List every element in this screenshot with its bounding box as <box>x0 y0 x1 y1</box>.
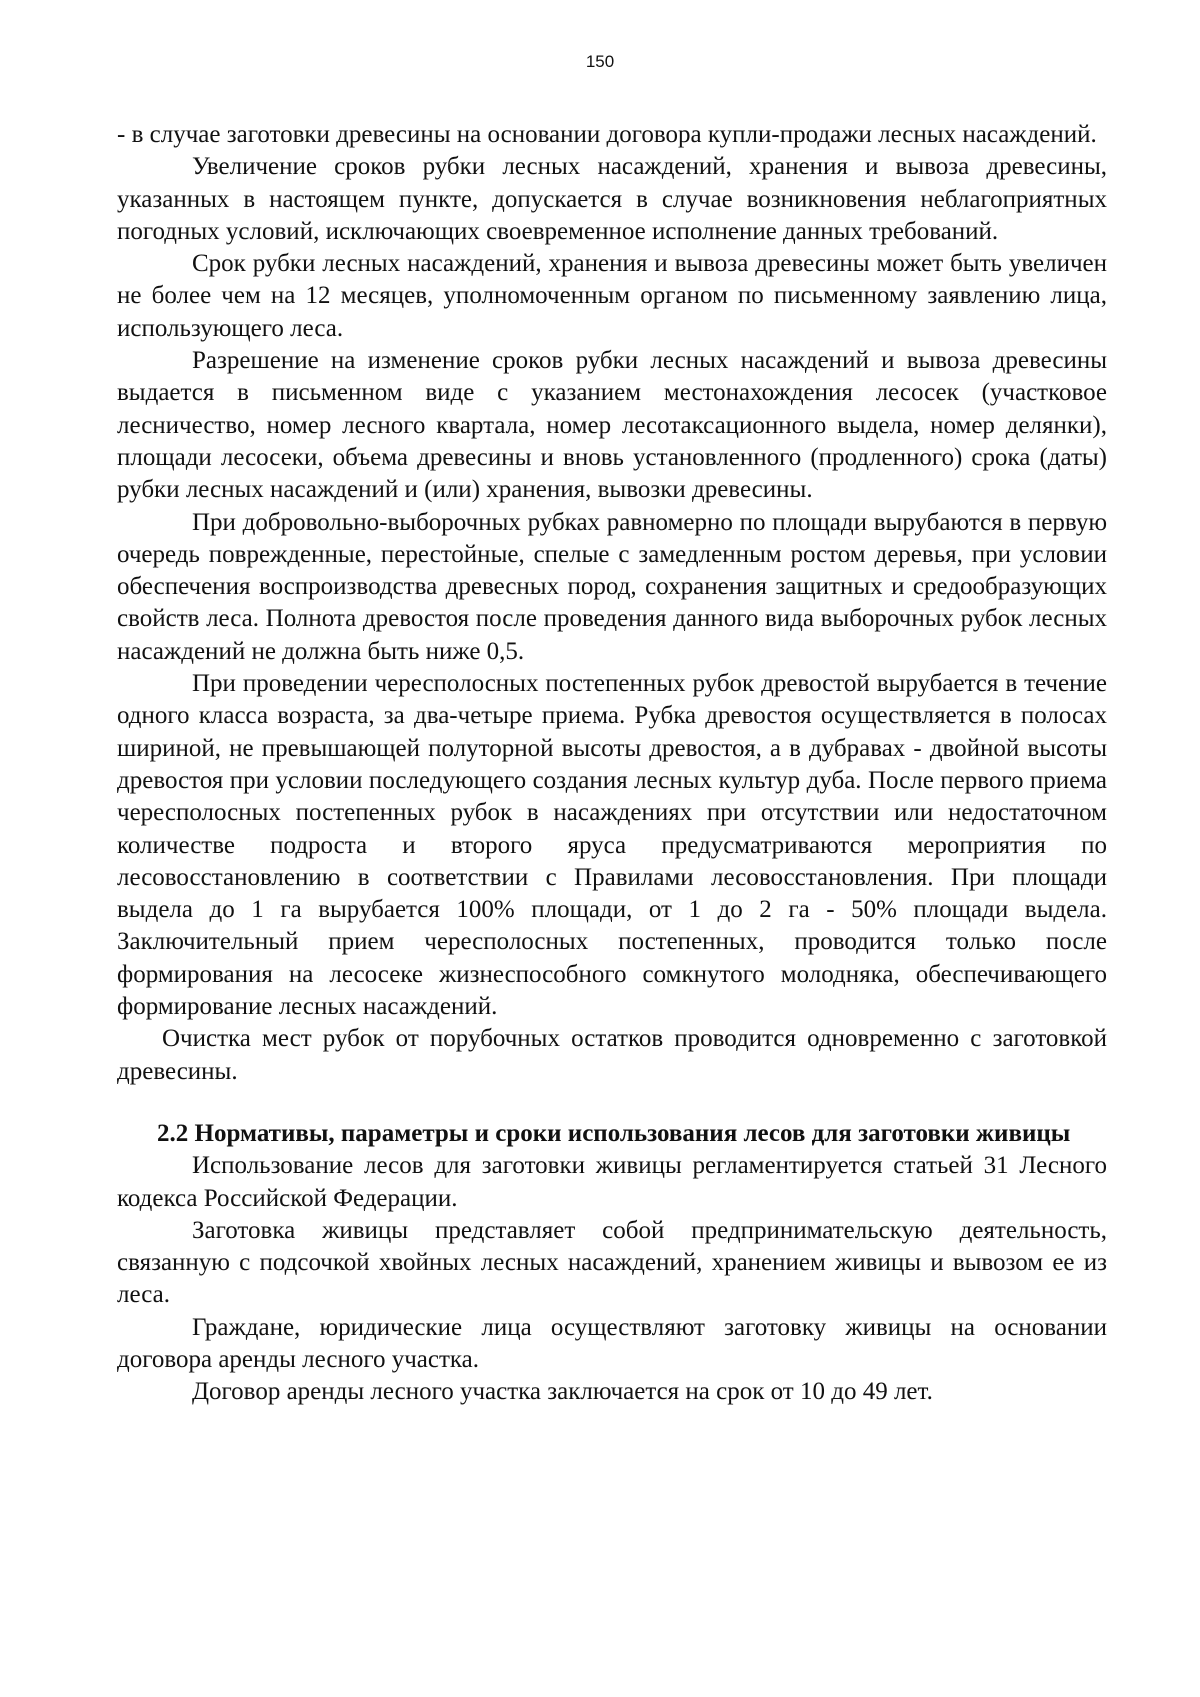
paragraph-site-cleaning: Очистка мест рубок от порубочных остатков проводится одновременно с заготовкой древесины. <box>117 1025 1107 1085</box>
paragraph-permission: Разрешение на изменение сроков рубки лесных насаждений и вывоза древесины выдается в письменном виде с указанием местонахождения лесосек (участковое лесничество, номер лесного квартала, номер лесотаксационного выдела, номер делянки), площади лесосеки, объема древесины и вновь установленного (продленного) срока (даты) рубки лесных насаждений и (или) хранения, вывозки древесины. <box>117 347 1107 504</box>
paragraph-resin-regulation: Использование лесов для заготовки живицы регламентируется статьей 31 Лесного кодекса Российской Федерации. <box>117 1152 1107 1212</box>
paragraph-resin-parties: Граждане, юридические лица осуществляют заготовку живицы на основании договора аренды лесного участка. <box>117 1313 1107 1373</box>
paragraph-strip-felling: При проведении чересполосных постепенных рубок древостой вырубается в течение одного класса возраста, за два-четыре приема. Рубка древостоя осуществляется в полосах шириной, не превышающей полуторной высоты древостоя, а в дубравах - двойной высоты древостоя при условии последующего создания лесных культур дуба. После первого приема чересполосных постепенных рубок в насаждениях при отсутствии или недостаточном количестве подроста и второго яруса предусматриваются мероприятия по лесовосстановлению в соответствии с Правилами лесовосстановления. При площади выдела до 1 га вырубается 100% площади, от 1 до 2 га - 50% площади выдела. Заключительный прием чересполосных постепенных, проводится только после формирования на лесосеке жизнеспособного сомкнутого молодняка, обеспечивающего формирование лесных насаждений. <box>117 670 1107 1021</box>
paragraph-contract-sale: - в случае заготовки древесины на основании договора купли-продажи лесных насаждений. <box>117 121 1097 148</box>
paragraph-extension-limit: Срок рубки лесных насаждений, хранения и вывоза древесины может быть увеличен не более чем на 12 месяцев, уполномоченным органом по письменному заявлению лица, использующего леса. <box>117 250 1107 342</box>
paragraph-resin-definition: Заготовка живицы представляет собой предпринимательскую деятельность, связанную с подсочкой хвойных лесных насаждений, хранением живицы и вывозом ее из леса. <box>117 1216 1107 1309</box>
document-body <box>117 119 1107 1409</box>
paragraph-lease-term: Договор аренды лесного участка заключается на срок от 10 до 49 лет. <box>192 1378 933 1406</box>
section-heading: 2.2 Нормативы, параметры и сроки использования лесов для заготовки живицы <box>157 1119 1071 1147</box>
paragraph-term-extension: Увеличение сроков рубки лесных насаждений, хранения и вывоза древесины, указанных в настоящем пункте, допускается в случае возникновения неблагоприятных погодных условий, исключающих своевременное исполнение данных требований. <box>117 153 1107 245</box>
page-number: 150 <box>585 52 615 71</box>
paragraph-selective-felling: При добровольно-выборочных рубках равномерно по площади вырубаются в первую очередь поврежденные, перестойные, спелые с замедленным ростом деревья, при условии обеспечения воспроизводства древесных пород, сохранения защитных и средообразующих свойств леса. Полнота древостоя после проведения данного вида выборочных рубок лесных насаждений не должна быть ниже 0,5. <box>117 508 1107 665</box>
